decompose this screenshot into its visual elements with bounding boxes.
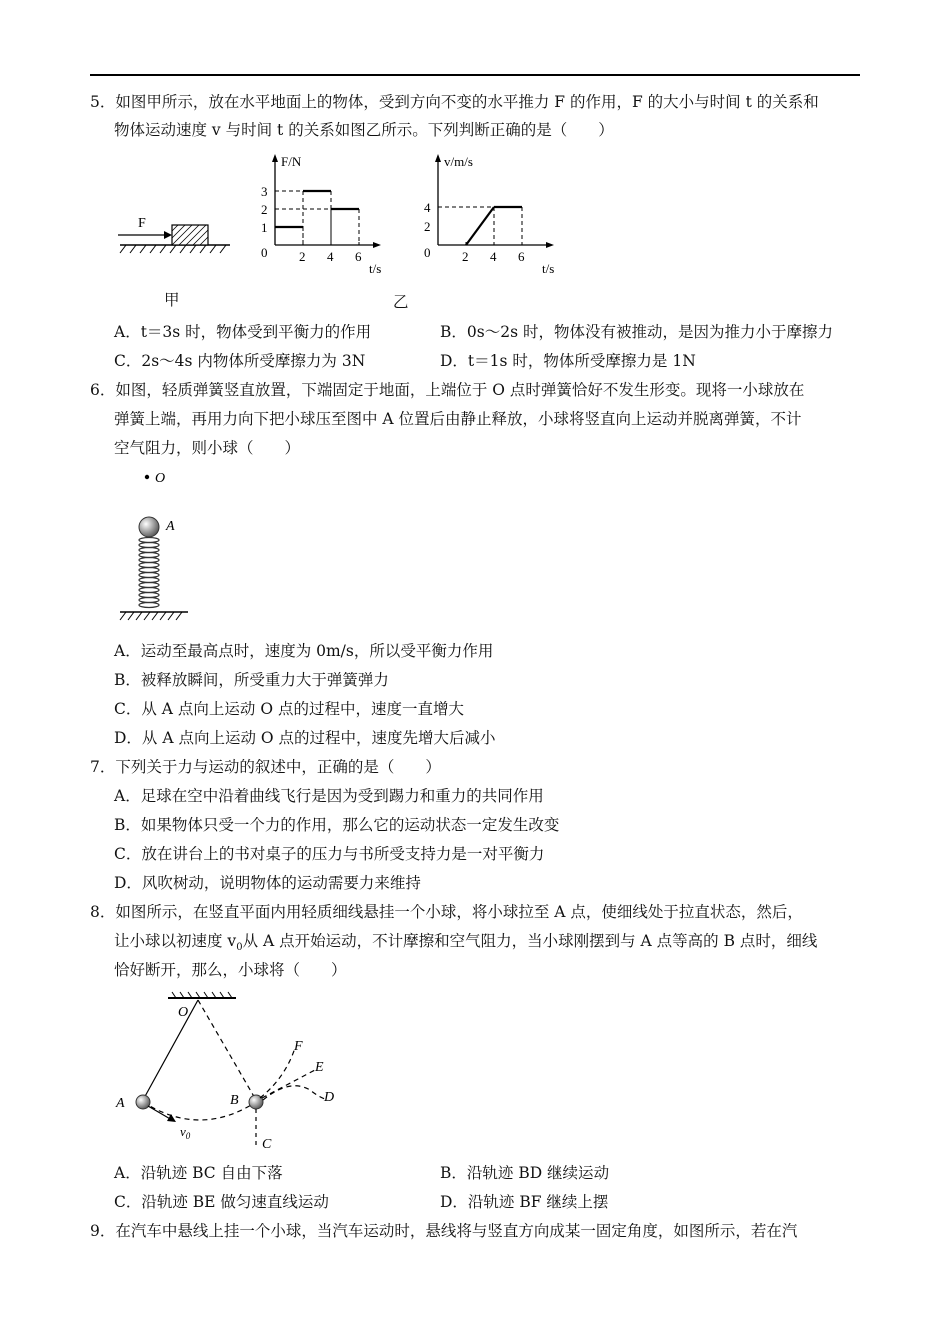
pendulum-label-o: O [178,1005,189,1020]
data-segment-1 [466,207,494,245]
y-tick-label: 3 [261,184,268,199]
pendulum-label-a: A [116,1096,125,1111]
q8-option-a[interactable]: A．沿轨迹 BC 自由下落 [114,1164,283,1182]
q5-option-b[interactable]: B．0s～2s 时，物体没有被推动，是因为推力小于摩擦力 [440,323,833,341]
x-tick-label: 0 [424,245,431,260]
q7-option-a[interactable]: A．足球在空中沿着曲线飞行是因为受到踢力和重力的共同作用 [114,787,544,805]
q5-stem-line1: 5．如图甲所示，放在水平地面上的物体，受到方向不变的水平推力 F 的作用，F 的大小与时间 t 的关系和 [90,93,819,111]
y-tick-label: 1 [261,220,268,235]
pendulum-figure [110,988,350,1158]
q6-stem-line2: 弹簧上端，再用力向下把小球压至图中 A 位置后由静止释放，小球将竖直向上运动并脱离弹簧，不计 [114,410,802,428]
q6-option-c[interactable]: C．从 A 点向上运动 O 点的过程中，速度一直增大 [114,700,464,718]
q6-stem-line1: 6．如图，轻质弹簧竖直放置，下端固定于地面，上端位于 O 点时弹簧恰好不发生形变。现将一小球放在 [90,381,805,399]
q5-option-c[interactable]: C．2s～4s 内物体所受摩擦力为 3N [114,352,366,370]
x-tick-label: 4 [490,249,497,264]
pendulum-label-b: B [230,1093,239,1108]
pendulum-label-v0: $v_0$ [180,1124,191,1141]
label-o: O [155,471,166,486]
y-axis-label: v/m/s [444,154,473,169]
q6-stem-line3: 空气阻力，则小球（ ） [114,439,301,457]
q8-option-b[interactable]: B．沿轨迹 BD 继续运动 [440,1164,610,1182]
q5-stem-line2: 物体运动速度 v 与时间 t 的关系如图乙所示。下列判断正确的是（ ） [114,121,614,139]
x-tick-label: 6 [518,249,525,264]
y-tick-label: 2 [424,219,431,234]
q7-option-d[interactable]: D．风吹树动，说明物体的运动需要力来维持 [114,874,421,892]
pendulum-label-e: E [315,1060,324,1075]
q7-option-c[interactable]: C．放在讲台上的书对桌子的压力与书所受支持力是一对平衡力 [114,845,545,863]
q7-stem-line1: 7．下列关于力与运动的叙述中，正确的是（ ） [90,758,441,776]
y-tick-label: 2 [261,202,268,217]
q8-option-c[interactable]: C．沿轨迹 BE 做匀速直线运动 [114,1193,329,1211]
fig-jia-label: 甲 [164,291,180,309]
x-axis-label: t/s [542,261,555,276]
pendulum-label-d: D [324,1090,335,1105]
q6-option-b[interactable]: B．被释放瞬间，所受重力大于弹簧弹力 [114,671,389,689]
fig-yi-label: 乙 [393,293,409,311]
force-time-chart [255,150,395,280]
q8-stem-line2: 让小球以初速度 $v_0$从 A 点开始运动，不计摩擦和空气阻力，当小球刚摆到与 A 点等高的 B 点时，细线 [114,932,818,954]
q5-option-d[interactable]: D．t＝1s 时，物体所受摩擦力是 1N [440,352,696,370]
q6-option-a[interactable]: A．运动至最高点时，速度为 0m/s，所以受平衡力作用 [114,642,494,660]
x-tick-label: 0 [261,245,268,260]
label-a: A [166,519,175,534]
x-axis-label: t/s [369,261,382,276]
pendulum-label-f: F [294,1039,303,1054]
force-f-label: F [138,216,146,231]
x-axis-arrow [546,242,554,248]
q5-option-a[interactable]: A．t＝3s 时，物体受到平衡力的作用 [114,323,372,341]
q8-option-d[interactable]: D．沿轨迹 BF 继续上摆 [440,1193,609,1211]
q8-stem-line3: 恰好断开，那么，小球将（ ） [114,961,347,979]
q9-stem-line1: 9．在汽车中悬线上挂一个小球，当汽车运动时，悬线将与竖直方向成某一固定角度，如图所示，若在汽 [90,1222,798,1240]
q8-stem-line1: 8．如图所示，在竖直平面内用轻质细线悬挂一个小球，将小球拉至 A 点，使细线处于拉直状态，然后， [90,903,803,921]
q7-option-b[interactable]: B．如果物体只受一个力的作用，那么它的运动状态一定发生改变 [114,816,560,834]
x-tick-label: 4 [327,249,334,264]
y-axis-arrow [435,154,441,162]
y-axis-label: F/N [281,154,302,169]
pendulum-label-c: C [262,1137,272,1152]
q6-option-d[interactable]: D．从 A 点向上运动 O 点的过程中，速度先增大后减小 [114,729,496,747]
y-axis-arrow [272,154,278,162]
y-tick-label: 4 [424,200,431,215]
x-tick-label: 2 [299,249,306,264]
x-tick-label: 6 [355,249,362,264]
velocity-time-chart [418,150,568,280]
q5-figure-jia [112,205,232,265]
x-axis-arrow [373,242,381,248]
x-tick-label: 2 [462,249,469,264]
spring-figure [110,462,210,632]
header-rule [90,74,860,76]
